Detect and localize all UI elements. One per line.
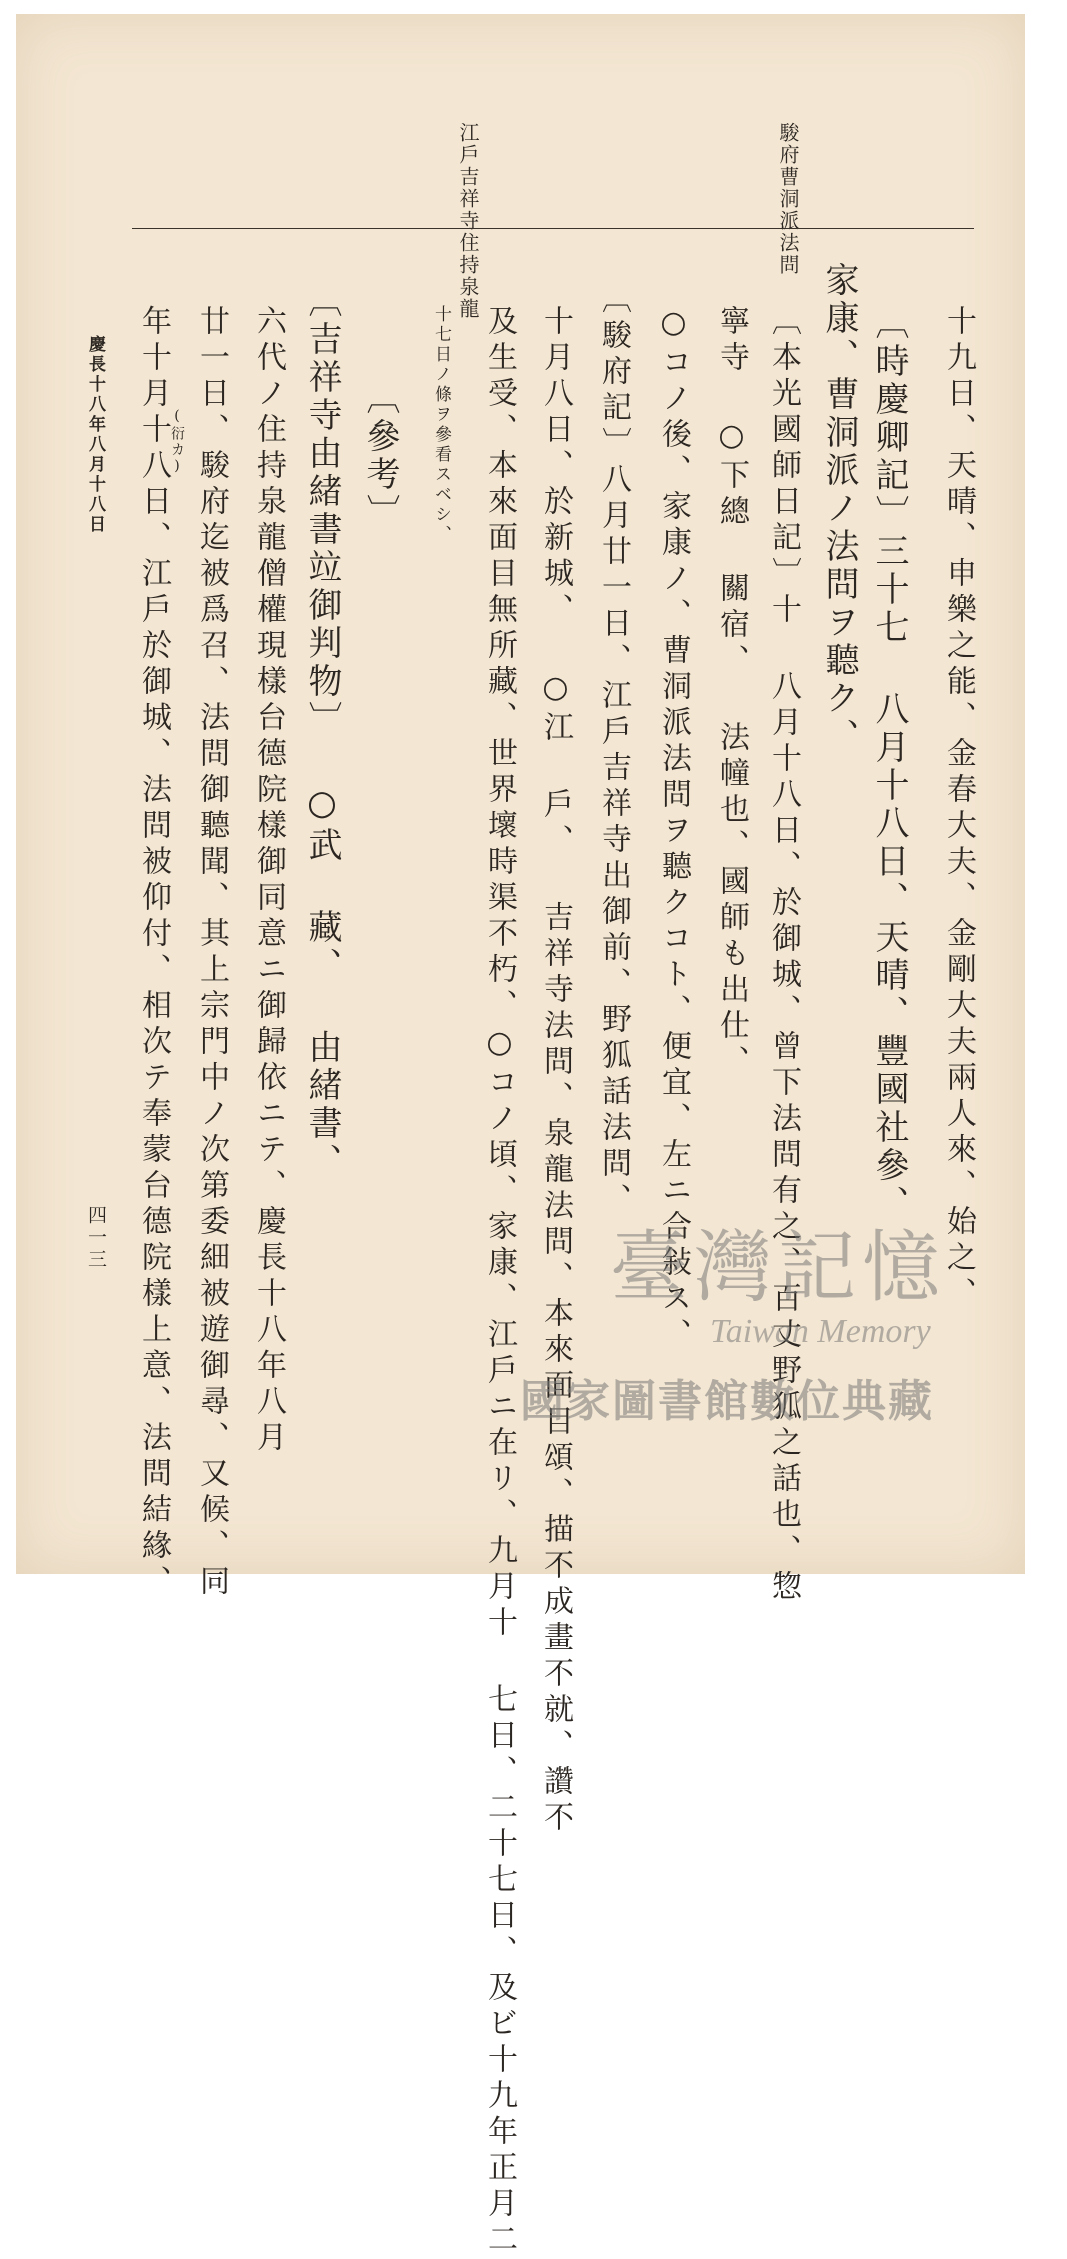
text-column: 十七日ノ條ヲ參看スベシ、 (431, 305, 451, 545)
text-column: 〔吉祥寺由緒書竝御判物〕 ○武 藏、 由緒書、 (302, 283, 342, 1181)
watermark (520, 1205, 1000, 1435)
section-heading: 家康、曹洞派ノ法問ヲ聽ク、 (819, 262, 859, 756)
text-column: 年十月十八日、江戶於御城、法問被仰付、相次テ奉蒙台德院樣上意、法問結緣、 (136, 305, 171, 1601)
text-column: ○コノ後、家康ノ、曹洞派法問ヲ聽クコト、便宜、左ニ合敍ス、 (656, 305, 691, 1354)
header-note-left: 江戶吉祥寺住持泉龍 (456, 122, 480, 320)
inline-note: (衍カ) (169, 408, 185, 476)
text-column: 〔時慶卿記〕三十七 八月十八日、天晴、豐國社參、 (869, 305, 909, 1223)
text-column: 六代ノ住持泉龍僧權現樣台德院樣御同意ニ御歸依ニテ、慶長十八年八月 (251, 305, 286, 1457)
text-column: 寧寺 ○下總 關宿、 法幢也、國師も出仕、 (714, 305, 749, 1081)
running-header: 慶長十八年八月十八日 (85, 335, 105, 535)
text-column: 〔本光國師日記〕十 八月十八日、於御城、曾下法問有之、百丈野狐之話也、惣 (766, 305, 801, 1606)
text-column: 十九日、天晴、申樂之能、金春大夫、金剛大夫兩人來、始之、 (941, 305, 976, 1313)
watermark-sub: 國家圖書館數位典藏 (520, 1376, 934, 1427)
text-column: 及生受、本來面目無所藏、世界壞時渠不朽、○コノ頃、家康、江戶ニ在リ、九月十 七日、二十七日、及ビ十九年正月二 (482, 305, 517, 2259)
text-column: 廿一日、駿府迄被爲召、法問御聽聞、其上宗門中ノ次第委細被遊御尋、又候、同 (194, 305, 229, 1601)
text-column: 〔駿府記〕八月廿一日、江戶吉祥寺出御前、野狐話法問、 (596, 283, 631, 1219)
header-rule (132, 228, 974, 229)
page-number: 四一三 (85, 1205, 107, 1271)
text-column: 十月八日、於新城、 ○江 戶、 吉祥寺法問、泉龍法問、本來面目頌、描不成畫不就、讚不 (538, 305, 573, 1837)
reference-heading: 〔參考〕 (360, 380, 400, 532)
watermark-english: Taiwan Memory (710, 1313, 931, 1350)
watermark-main: 臺灣記憶 (610, 1223, 947, 1313)
header-note-right: 駿府曹洞派法問 (776, 122, 800, 276)
